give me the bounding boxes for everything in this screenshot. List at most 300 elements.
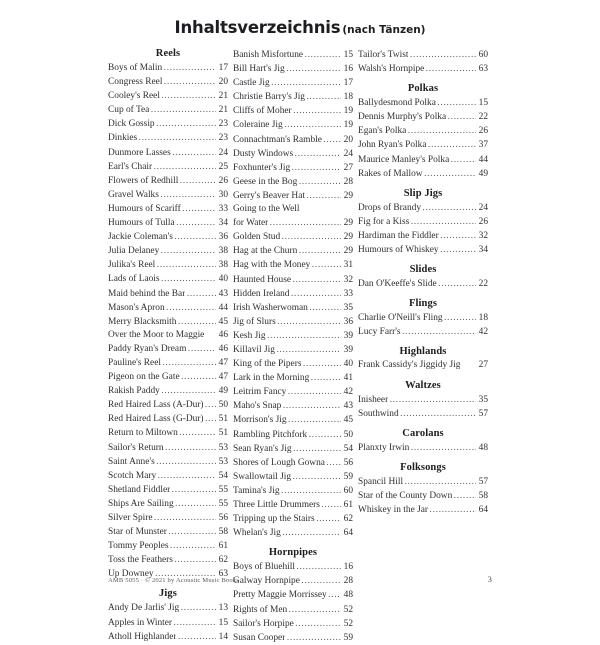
- toc-entry[interactable]: [233, 315, 353, 329]
- toc-entry-page: 26: [478, 216, 488, 227]
- toc-entry-page: 41: [343, 373, 353, 384]
- toc-entry-page: 63: [218, 569, 228, 580]
- toc-entry-title: John Ryan's Polka: [358, 140, 427, 151]
- toc-entry-leader-dots: [161, 272, 215, 285]
- toc-entry-leader-dots: [291, 287, 341, 300]
- toc-entry-leader-dots: [451, 153, 476, 166]
- toc-entry-page: 61: [218, 541, 228, 552]
- toc-entry[interactable]: [233, 161, 353, 175]
- toc-entry-page: 27: [343, 162, 353, 173]
- toc-entry-title: Pauline's Reel: [108, 357, 161, 368]
- toc-entry[interactable]: [108, 258, 228, 272]
- toc-entry-leader-dots: [293, 470, 341, 483]
- toc-entry-page: 51: [218, 428, 228, 439]
- toc-entry-leader-dots: [162, 356, 215, 369]
- toc-entry[interactable]: [233, 371, 353, 385]
- toc-entry-page: 28: [343, 176, 353, 187]
- toc-entry-page: 44: [218, 302, 228, 313]
- toc-entry[interactable]: [358, 167, 488, 181]
- toc-entry-leader-dots: [271, 76, 340, 89]
- toc-entry-page: 54: [343, 443, 353, 454]
- toc-entry-page: 36: [218, 232, 228, 243]
- toc-entry-title: Sailor's Return: [108, 442, 164, 453]
- toc-entry[interactable]: [233, 413, 353, 427]
- toc-entry[interactable]: [233, 48, 353, 62]
- toc-entry-page: 59: [343, 471, 353, 482]
- footer-imprint: AMB 5055 · © 2021 by Acoustic Music Books: [108, 577, 239, 584]
- toc-entry[interactable]: [108, 483, 228, 497]
- toc-entry[interactable]: [108, 75, 228, 89]
- toc-entry-page: 14: [218, 631, 228, 642]
- toc-entry-page: 33: [343, 288, 353, 299]
- toc-entry-title: Cup of Tea: [108, 105, 150, 116]
- toc-entry[interactable]: [233, 456, 353, 470]
- toc-entry[interactable]: [358, 475, 488, 489]
- toc-entry[interactable]: [233, 189, 353, 203]
- toc-entry[interactable]: [108, 202, 228, 216]
- toc-entry-title: Julia Delaney: [108, 246, 160, 257]
- toc-entry-title: Connachtman's Ramble: [233, 134, 322, 145]
- toc-entry[interactable]: [108, 287, 228, 301]
- toc-entry[interactable]: [233, 175, 353, 189]
- toc-entry[interactable]: [233, 357, 353, 371]
- toc-entry-title: Dusty Windows: [233, 148, 294, 159]
- toc-entry-leader-dots: [440, 229, 475, 242]
- toc-entry-page: 58: [218, 527, 228, 538]
- toc-entry-title: Rakish Paddy: [108, 386, 160, 397]
- toc-entry-page: 19: [343, 106, 353, 117]
- toc-entry-title: Sean Ryan's Jig: [233, 443, 292, 454]
- toc-entry-page: 17: [343, 78, 353, 89]
- toc-entry-page: 48: [343, 590, 353, 601]
- toc-entry-title: for Water: [233, 218, 269, 229]
- toc-entry[interactable]: [233, 273, 353, 287]
- toc-entry-title: Andy De Jarlis' Jig: [108, 603, 180, 614]
- toc-entry-title: Up Downey: [108, 569, 154, 580]
- toc-entry-title: Jackie Coleman's: [108, 232, 173, 243]
- toc-entry[interactable]: [108, 370, 228, 384]
- toc-entry[interactable]: [108, 511, 228, 525]
- toc-entry[interactable]: [233, 498, 353, 512]
- toc-entry-leader-dots: [410, 48, 476, 61]
- toc-entry-page: 13: [218, 603, 228, 614]
- toc-entry-leader-dots: [309, 301, 340, 314]
- toc-entry[interactable]: [108, 342, 228, 356]
- toc-entry[interactable]: [108, 426, 228, 440]
- toc-entry-leader-dots: [166, 301, 215, 314]
- toc-entry[interactable]: [108, 412, 228, 426]
- toc-entry-page: 52: [343, 618, 353, 629]
- toc-entry-page: 26: [218, 175, 228, 186]
- toc-entry[interactable]: [108, 630, 228, 644]
- toc-entry-page: 21: [218, 91, 228, 102]
- toc-entry-page: 29: [343, 218, 353, 229]
- toc-entry-title: Flowers of Redhill: [108, 175, 179, 186]
- toc-entry-title: Gravel Walks: [108, 189, 159, 200]
- toc-entry-title: Gerry's Beaver Hat: [233, 190, 305, 201]
- toc-entry[interactable]: [358, 110, 488, 124]
- page-footer: [108, 575, 492, 584]
- toc-entry[interactable]: [358, 489, 488, 503]
- toc-entry-leader-dots: [312, 258, 341, 271]
- toc-entry[interactable]: [233, 442, 353, 456]
- toc-entry[interactable]: [233, 104, 353, 118]
- toc-entry-page: 15: [478, 98, 488, 109]
- toc-entry-title: Silver Spire: [108, 513, 153, 523]
- toc-entry[interactable]: [108, 497, 228, 511]
- toc-entry-leader-dots: [293, 442, 340, 455]
- toc-entry-leader-dots: [411, 441, 476, 454]
- toc-entry[interactable]: [233, 603, 353, 617]
- toc-entry-title: Castle Jig: [233, 78, 270, 89]
- toc-entry-title: Rakes of Mallow: [358, 168, 423, 179]
- toc-entry[interactable]: [233, 428, 353, 442]
- toc-entry[interactable]: [358, 96, 488, 110]
- toc-entry[interactable]: [358, 138, 488, 152]
- toc-entry-title: Lark in the Morning: [233, 373, 310, 384]
- toc-entry-page: 48: [478, 442, 488, 453]
- toc-entry[interactable]: [108, 601, 228, 615]
- toc-entry-title: Ships Are Sailing: [108, 498, 174, 509]
- toc-entry-leader-dots: [309, 428, 341, 441]
- toc-entry-page: 55: [218, 498, 228, 509]
- toc-entry-page: 16: [343, 562, 353, 573]
- toc-entry-page: 49: [478, 168, 488, 179]
- toc-entry-title: Maurice Manley's Polka: [358, 154, 450, 165]
- toc-entry-leader-dots: [164, 75, 216, 88]
- toc-entry[interactable]: [233, 470, 353, 484]
- toc-entry[interactable]: [233, 147, 353, 161]
- toc-entry[interactable]: [358, 229, 488, 243]
- toc-entry-title: Inisheer: [358, 394, 389, 405]
- toc-entry-page: 16: [343, 64, 353, 75]
- toc-entry-title: Congress Reel: [108, 77, 163, 88]
- toc-entry[interactable]: [233, 244, 353, 258]
- toc-entry[interactable]: [108, 272, 228, 286]
- toc-entry[interactable]: [358, 124, 488, 138]
- toc-entry-page: 18: [478, 313, 488, 324]
- toc-entry-page: 26: [478, 126, 488, 137]
- toc-entry[interactable]: [358, 503, 488, 517]
- toc-entry-leader-dots: [160, 188, 215, 201]
- toc-entry-leader-dots: [178, 315, 216, 328]
- toc-entry-title: Cooley's Reel: [108, 91, 160, 102]
- toc-entry-leader-dots: [424, 167, 475, 180]
- toc-entry[interactable]: [233, 258, 353, 272]
- toc-entry[interactable]: [233, 203, 353, 216]
- toc-entry-title: Whiskey in the Jar: [358, 504, 429, 515]
- toc-entry-leader-dots: [292, 161, 341, 174]
- toc-entry-title: Maho's Snap: [233, 401, 282, 412]
- toc-entry-leader-dots: [306, 189, 340, 202]
- toc-entry[interactable]: [108, 103, 228, 117]
- toc-entry-title: Humours of Whiskey: [358, 245, 439, 256]
- toc-entry-leader-dots: [174, 553, 215, 566]
- toc-entry-page: 23: [218, 133, 228, 144]
- toc-entry-leader-dots: [411, 215, 476, 228]
- toc-entry-title: Toss the Feathers: [108, 555, 173, 566]
- toc-entry-leader-dots: [156, 455, 215, 468]
- toc-entry[interactable]: [108, 89, 228, 103]
- toc-entry-leader-dots: [154, 511, 215, 524]
- toc-columns: [108, 48, 492, 645]
- footer-page-number: 3: [487, 575, 492, 584]
- toc-entry-leader-dots: [276, 343, 340, 356]
- toc-entry-title: Morrison's Jig: [233, 415, 287, 426]
- toc-entry[interactable]: [233, 62, 353, 76]
- toc-entry[interactable]: [108, 356, 228, 370]
- toc-entry[interactable]: [233, 301, 353, 315]
- toc-entry[interactable]: [108, 384, 228, 398]
- toc-entry-title: Spancil Hill: [358, 476, 404, 487]
- toc-entry-page: 43: [218, 288, 228, 299]
- toc-entry-page: 34: [478, 245, 488, 256]
- toc-entry-title: Sailor's Horpipe: [233, 618, 294, 629]
- toc-entry-page: 56: [218, 513, 228, 523]
- toc-entry[interactable]: [358, 441, 488, 455]
- toc-entry[interactable]: [233, 230, 353, 244]
- toc-entry[interactable]: [108, 329, 228, 342]
- toc-entry-leader-dots: [282, 526, 340, 539]
- toc-entry-title: Humours of Tulla: [108, 218, 175, 229]
- toc-entry[interactable]: [108, 244, 228, 258]
- toc-entry-page: 30: [218, 189, 228, 200]
- toc-entry-leader-dots: [277, 315, 340, 328]
- toc-entry-title: Red Haired Lass (G-Dur): [108, 414, 204, 425]
- toc-entry[interactable]: [233, 560, 353, 574]
- toc-entry-leader-dots: [180, 174, 216, 187]
- toc-entry-title: Swallowtail Jig: [233, 471, 292, 482]
- toc-entry[interactable]: [358, 215, 488, 229]
- toc-entry-leader-dots: [288, 385, 341, 398]
- toc-entry-leader-dots: [170, 539, 215, 552]
- toc-entry-page: 25: [218, 161, 228, 172]
- toc-entry[interactable]: [108, 539, 228, 553]
- toc-entry-leader-dots: [187, 287, 216, 300]
- toc-entry-leader-dots: [165, 441, 215, 454]
- toc-entry-leader-dots: [305, 48, 341, 61]
- toc-entry-page: 47: [218, 357, 228, 368]
- section-heading: Hornpipes: [268, 547, 318, 559]
- toc-entry-page: 46: [218, 329, 228, 340]
- toc-entry-leader-dots: [179, 426, 215, 439]
- section-heading: Flings: [408, 298, 438, 310]
- toc-entry-leader-dots: [157, 258, 216, 271]
- toc-entry[interactable]: [358, 48, 488, 62]
- toc-entry-leader-dots: [293, 273, 341, 286]
- toc-entry-title: Julika's Reel: [108, 260, 156, 271]
- toc-entry[interactable]: [233, 512, 353, 526]
- toc-entry-title: Foxhunter's Jig: [233, 162, 291, 173]
- toc-entry[interactable]: [108, 616, 228, 630]
- toc-entry-page: 38: [218, 246, 228, 257]
- toc-entry-page: 59: [343, 632, 353, 643]
- toc-entry-title: Saint Anne's: [108, 456, 155, 467]
- toc-entry-title: Paddy Ryan's Dream: [108, 343, 187, 354]
- toc-entry[interactable]: [358, 393, 488, 407]
- toc-entry-leader-dots: [156, 117, 215, 130]
- toc-entry[interactable]: [108, 160, 228, 174]
- toc-entry-title: Galway Hornpipe: [233, 576, 300, 587]
- toc-entry-title: Merry Blacksmith: [108, 316, 177, 327]
- toc-entry[interactable]: [233, 631, 353, 645]
- toc-entry-page: 29: [343, 190, 353, 201]
- toc-entry-title: Return to Miltown: [108, 428, 178, 439]
- toc-entry-page: 55: [218, 484, 228, 495]
- toc-entry[interactable]: [108, 117, 228, 131]
- toc-entry-page: 29: [343, 232, 353, 243]
- toc-entry[interactable]: [233, 133, 353, 147]
- toc-entry-title: Scotch Mary: [108, 470, 157, 481]
- toc-entry-leader-dots: [295, 617, 340, 630]
- toc-entry[interactable]: [358, 201, 488, 215]
- toc-entry-leader-dots: [174, 616, 216, 629]
- toc-entry-title: Coleraine Jig: [233, 120, 283, 131]
- toc-entry-title: Planxty Irwin: [358, 442, 410, 453]
- toc-entry[interactable]: [108, 441, 228, 455]
- toc-entry-page: 40: [218, 274, 228, 285]
- toc-entry-title: Star of Munster: [108, 527, 167, 538]
- toc-entry-leader-dots: [321, 498, 340, 511]
- toc-entry[interactable]: [358, 277, 488, 291]
- toc-entry-leader-dots: [205, 398, 215, 411]
- toc-entry-title: Pigeon on the Gate: [108, 372, 180, 383]
- toc-entry-title: Boys of Malin: [108, 63, 163, 73]
- toc-entry[interactable]: [358, 62, 488, 76]
- toc-entry[interactable]: [108, 315, 228, 329]
- toc-entry[interactable]: [358, 153, 488, 167]
- toc-entry-title: Egan's Polka: [358, 126, 407, 137]
- toc-entry-title: Haunted House: [233, 274, 292, 285]
- toc-entry-leader-dots: [172, 146, 215, 159]
- toc-entry-title: Shetland Fiddler: [108, 484, 171, 495]
- toc-entry[interactable]: [358, 359, 488, 372]
- toc-entry-leader-dots: [299, 244, 341, 257]
- toc-entry[interactable]: [108, 301, 228, 315]
- toc-entry[interactable]: [233, 76, 353, 90]
- toc-entry[interactable]: [358, 243, 488, 257]
- toc-entry[interactable]: [108, 146, 228, 160]
- toc-entry-title: Irish Washerwoman: [233, 302, 308, 313]
- toc-entry-leader-dots: [154, 160, 216, 173]
- toc-entry-title: Boys of Bluehill: [233, 562, 295, 573]
- toc-entry[interactable]: [108, 131, 228, 145]
- toc-entry-title: Apples in Winter: [108, 617, 173, 628]
- toc-entry-leader-dots: [287, 631, 341, 644]
- toc-entry[interactable]: [233, 90, 353, 104]
- toc-entry-page: 33: [218, 203, 228, 214]
- toc-entry[interactable]: [358, 311, 488, 325]
- toc-entry[interactable]: [108, 455, 228, 469]
- toc-entry-leader-dots: [296, 560, 340, 573]
- toc-entry[interactable]: [233, 216, 353, 230]
- toc-entry[interactable]: [233, 343, 353, 357]
- toc-entry[interactable]: [233, 617, 353, 631]
- toc-entry-page: 53: [218, 442, 228, 453]
- section-heading: Carolans: [402, 427, 444, 439]
- toc-entry[interactable]: [233, 287, 353, 301]
- toc-entry-leader-dots: [181, 370, 215, 383]
- toc-entry-page: 64: [478, 504, 488, 515]
- toc-entry-page: 20: [343, 134, 353, 145]
- toc-entry[interactable]: [233, 484, 353, 498]
- toc-entry-leader-dots: [405, 475, 476, 488]
- toc-entry-leader-dots: [270, 216, 341, 229]
- toc-entry-page: 57: [478, 408, 488, 419]
- toc-entry[interactable]: [233, 399, 353, 413]
- toc-entry-leader-dots: [289, 603, 341, 616]
- toc-entry-title: Rights of Men: [233, 604, 288, 615]
- toc-entry[interactable]: [233, 118, 353, 132]
- toc-entry-page: 20: [218, 77, 228, 88]
- toc-entry-title: Banish Misfortune: [233, 50, 304, 60]
- toc-entry-title: Maid behind the Bar: [108, 288, 186, 299]
- toc-entry[interactable]: [233, 588, 353, 602]
- toc-entry-page: 27: [478, 360, 488, 371]
- toc-entry-page: 60: [478, 50, 488, 60]
- toc-entry[interactable]: [358, 407, 488, 421]
- toc-entry-leader-dots: [444, 311, 475, 324]
- toc-entry-leader-dots: [326, 456, 340, 469]
- toc-entry-title: Pretty Maggie Morrissey: [233, 590, 327, 601]
- toc-entry[interactable]: [358, 325, 488, 339]
- toc-entry-leader-dots: [151, 103, 216, 116]
- toc-entry-title: Tamina's Jig: [233, 485, 280, 496]
- toc-entry[interactable]: [233, 526, 353, 540]
- toc-entry-page: 15: [343, 50, 353, 60]
- toc-entry-page: 53: [218, 456, 228, 467]
- toc-entry-leader-dots: [423, 201, 476, 214]
- toc-entry-leader-dots: [390, 393, 476, 406]
- toc-entry-page: 37: [478, 140, 488, 151]
- toc-entry-title: Going to the Well: [233, 204, 300, 215]
- section-heading: Slides: [409, 264, 437, 276]
- toc-entry[interactable]: [108, 230, 228, 244]
- toc-entry-title: Frank Cassidy's Jiggidy Jig: [358, 360, 461, 371]
- toc-entry[interactable]: [108, 174, 228, 188]
- toc-entry[interactable]: [108, 553, 228, 567]
- toc-entry-leader-dots: [281, 484, 340, 497]
- section-heading: Waltzes: [405, 379, 441, 391]
- toc-entry[interactable]: [108, 61, 228, 75]
- toc-entry-title: Earl's Chair: [108, 161, 153, 172]
- toc-entry[interactable]: [108, 398, 228, 412]
- toc-entry[interactable]: [108, 469, 228, 483]
- toc-entry-page: 35: [478, 394, 488, 405]
- toc-entry-page: 54: [218, 470, 228, 481]
- toc-entry-title: Red Haired Lass (A-Dur): [108, 400, 204, 411]
- title-subtitle: (nach Tänzen): [342, 24, 426, 36]
- toc-entry-leader-dots: [426, 62, 476, 75]
- toc-entry-page: 18: [343, 92, 353, 103]
- toc-entry-page: 50: [343, 429, 353, 440]
- toc-entry-leader-dots: [295, 147, 341, 160]
- toc-entry[interactable]: [108, 525, 228, 539]
- toc-entry-leader-dots: [408, 124, 476, 137]
- toc-entry[interactable]: [233, 329, 353, 343]
- toc-entry-page: 29: [343, 246, 353, 257]
- toc-entry-page: 23: [218, 119, 228, 130]
- toc-entry[interactable]: [108, 216, 228, 230]
- toc-entry-page: 62: [343, 514, 353, 525]
- section-heading: Folksongs: [400, 461, 446, 473]
- toc-entry-page: 15: [218, 617, 228, 628]
- toc-entry-title: Hag with the Money: [233, 260, 311, 271]
- toc-entry-title: Killavil Jig: [233, 344, 275, 355]
- toc-entry-page: 38: [218, 260, 228, 271]
- toc-entry[interactable]: [233, 385, 353, 399]
- toc-entry[interactable]: [108, 188, 228, 202]
